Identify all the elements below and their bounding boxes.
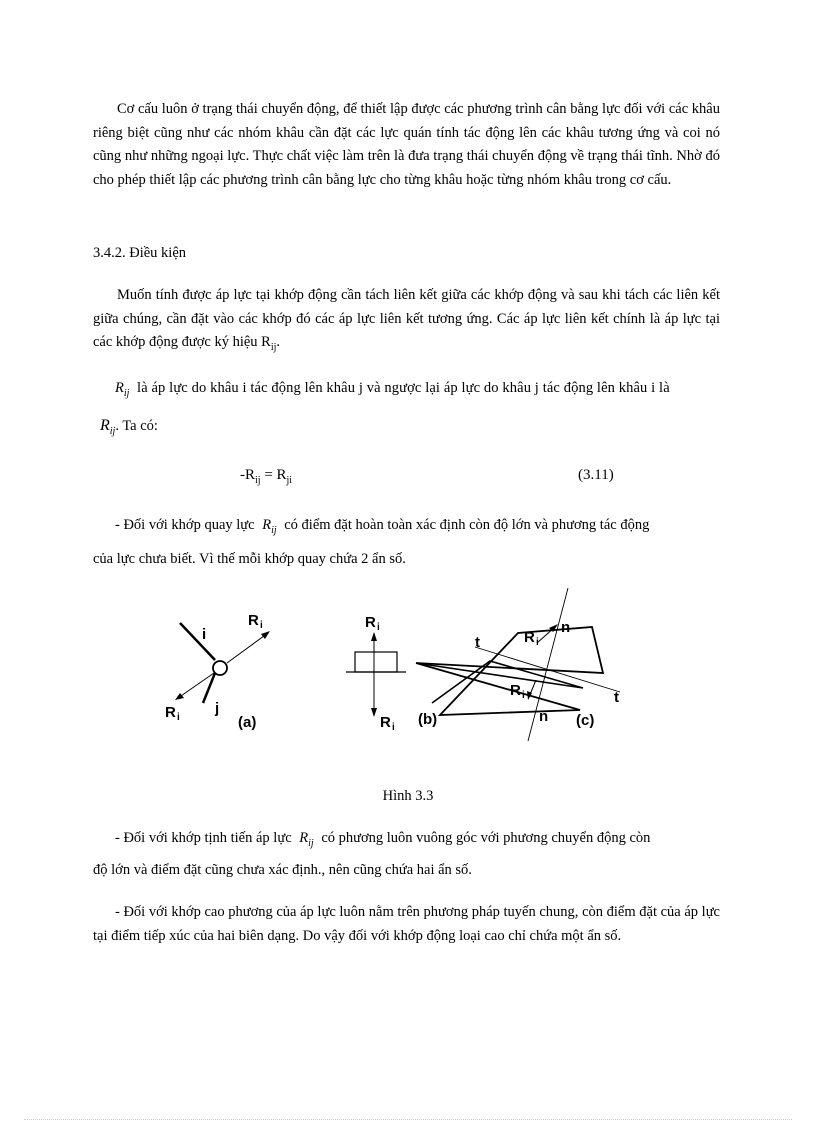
paragraph-rij-end: . Ta có: bbox=[115, 418, 158, 434]
section-heading: 3.4.2. Điều kiện bbox=[93, 245, 187, 261]
paragraph-revolute-line2: của lực chưa biết. Vì thế mỗi khớp quay chứa 2 ẩn số. bbox=[93, 551, 406, 567]
label-a: (a) bbox=[238, 714, 257, 731]
label-ri-c1: R bbox=[524, 629, 535, 646]
subscript-ij: ij bbox=[270, 341, 277, 353]
equation-left: -R bbox=[240, 467, 255, 483]
figure-b bbox=[346, 614, 437, 733]
symbol-rij: $R_{ij}$ bbox=[262, 517, 277, 536]
symbol-rij-vector: $R_{ij}$ bbox=[115, 380, 130, 399]
paragraph-rij-text: là áp lực do khâu i tác động lên khâu j và ngược lại áp lực do khâu j tác động lên khâu i là bbox=[137, 380, 670, 396]
paragraph-prismatic-line1: - Đối với khớp tịnh tiến áp lực $R_{ij}$ có phương luôn vuông góc với phương chuyển động còn bbox=[115, 830, 651, 849]
equation-number: (3.11) bbox=[578, 467, 614, 483]
equation-3-11: $-R_{ij} = R_{ji}$ bbox=[240, 467, 293, 486]
paragraph-revolute-line1: - Đối với khớp quay lực $R_{ij}$ có điểm đặt hoàn toàn xác định còn độ lớn và phương tác động bbox=[115, 517, 650, 536]
svg-text:i: i bbox=[392, 722, 395, 733]
svg-text:i: i bbox=[177, 712, 180, 723]
label-j: j bbox=[215, 700, 220, 717]
label-ri-b1: R bbox=[365, 614, 376, 631]
figure-3-3 bbox=[160, 585, 640, 745]
figure-a bbox=[165, 612, 270, 731]
label-ri-c2: R bbox=[510, 682, 521, 699]
paragraph-conditions-text: Muốn tính được áp lực tại khớp động cần tách liên kết giữa các khớp động và sau khi tách các liên kết giữa chúng, cần đặt vào các khớp đó các áp lực liên kết tương ứng. Các áp lực liên kết chính là áp lực tại các khớp động được ký hiệu R bbox=[93, 287, 720, 350]
paragraph-intro: Cơ cấu luôn ở trạng thái chuyển động, để thiết lập được các phương trình cân bằng lực đối với các khâu riêng biệt cũng như các nhóm khâu cần đặt các lực quán tính tác động lên các khâu tương ứng và coi nó cũng như những ngoại lực. Thực chất việc làm trên là đưa trạng thái chuyển động về trạng thái tĩnh. Nhờ đó cho phép thiết lập các phương trình cân bằng lực cho từng khâu hoặc từng nhóm khâu trong cơ cấu. bbox=[93, 101, 720, 188]
label-ri-a1: R bbox=[248, 612, 259, 629]
equation-right: = R bbox=[260, 467, 287, 483]
paragraph-prismatic-line2: độ lớn và điểm đặt cũng chưa xác định., nên cũng chứa hai ẩn số. bbox=[93, 862, 472, 878]
label-c: (c) bbox=[576, 712, 595, 729]
label-ri-a2: R bbox=[165, 704, 176, 721]
paragraph-rij-line2 bbox=[100, 417, 158, 437]
svg-text:i: i bbox=[260, 620, 263, 631]
symbol-rji: $R_{ij}$ bbox=[100, 417, 116, 438]
page-bottom-border bbox=[24, 1119, 792, 1120]
label-ri-b2: R bbox=[380, 714, 391, 731]
period: . bbox=[276, 334, 281, 350]
symbol-rij-prismatic: $R_{ij}$ bbox=[299, 830, 314, 849]
label-n2: n bbox=[539, 708, 549, 725]
paragraph-higher-pair: - Đối với khớp cao phương của áp lực luôn nằm trên phương pháp tuyến chung, còn điểm đặt của áp lực tại điểm tiếp xúc của hai biên dạng. Do vậy đối với khớp động loại cao chỉ chứa một ẩn số. bbox=[93, 904, 720, 944]
label-i: i bbox=[202, 626, 207, 643]
label-b: (b) bbox=[418, 711, 438, 728]
label-n1: n bbox=[561, 619, 571, 636]
label-t1: t bbox=[475, 634, 480, 651]
svg-text:i: i bbox=[536, 637, 539, 648]
svg-text:i: i bbox=[377, 622, 380, 633]
svg-text:i: i bbox=[522, 690, 525, 701]
label-t2: t bbox=[614, 689, 619, 706]
paragraph-conditions bbox=[93, 284, 720, 359]
figure-c bbox=[416, 588, 620, 741]
figure-caption: Hình 3.3 bbox=[382, 788, 434, 804]
paragraph-rij-line1 bbox=[115, 380, 670, 399]
